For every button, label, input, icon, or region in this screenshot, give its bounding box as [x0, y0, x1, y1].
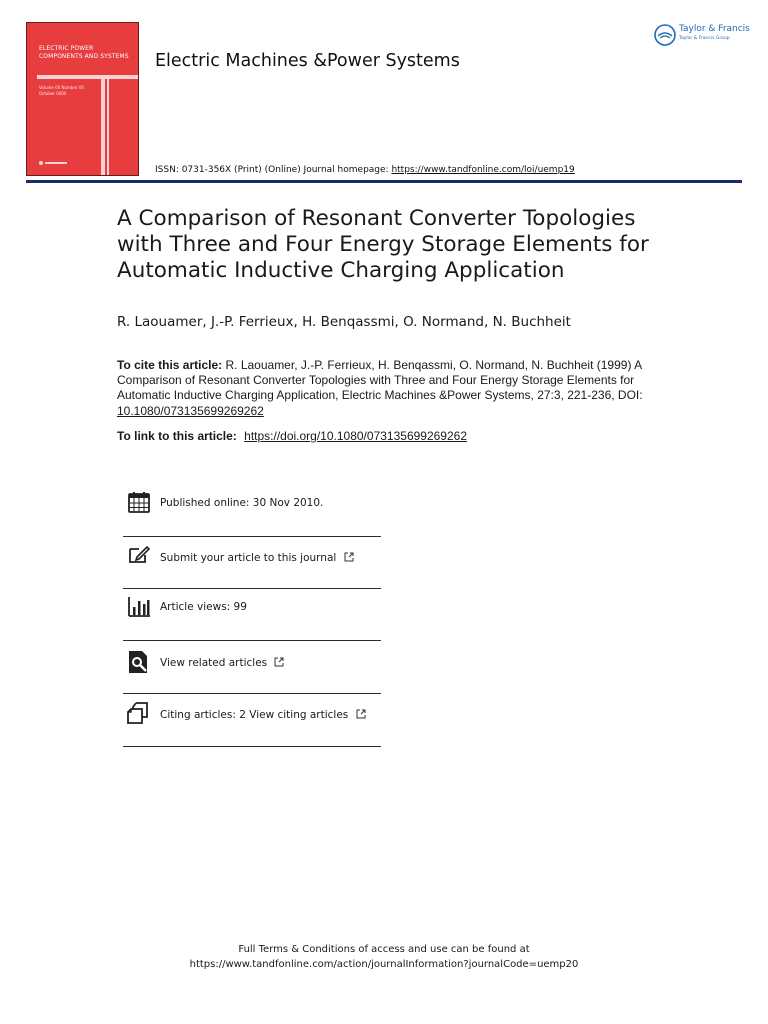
header-divider: [26, 180, 742, 183]
citing-articles-label: Citing articles: 2 View citing articles: [160, 709, 349, 721]
info-divider: [123, 640, 381, 641]
article-authors: R. Laouamer, J.-P. Ferrieux, H. Benqassmi, O. Normand, N. Buchheit: [117, 314, 571, 330]
submit-article-text: [160, 552, 354, 564]
info-divider: [123, 693, 381, 694]
submit-article-label: Submit your article to this journal: [160, 552, 337, 564]
info-divider: [123, 746, 381, 747]
article-title: A Comparison of Resonant Converter Topologies with Three and Four Energy Storage Elements for Automatic Inductive Charging Application: [117, 206, 649, 283]
issn-text: ISSN: 0731-356X (Print) (Online) Journal homepage:: [155, 165, 389, 175]
cover-issue-meta: Volume 00 Number 00 October 0000: [39, 85, 84, 96]
article-views-text: Article views: 99: [160, 601, 247, 613]
info-divider: [123, 536, 381, 537]
citation-block: [117, 358, 657, 419]
external-link-icon: [356, 709, 366, 719]
publisher-group: Taylor & Francis Group: [679, 36, 730, 41]
citing-articles-text: [160, 709, 366, 721]
cover-publisher-logo: [39, 161, 67, 165]
citation-doi-link[interactable]: 10.1080/073135699269262: [117, 403, 264, 418]
publisher-name: Taylor & Francis: [679, 24, 750, 34]
journal-name: Electric Machines &Power Systems: [155, 51, 460, 71]
external-link-icon: [344, 552, 354, 562]
article-views-row: [123, 592, 381, 644]
bar-chart-icon: [127, 595, 151, 619]
external-link-icon: [274, 657, 284, 667]
issn-line: [155, 165, 575, 175]
related-articles-text: [160, 657, 284, 669]
info-divider: [123, 588, 381, 589]
cover-stripe: [37, 75, 138, 79]
citing-articles-row[interactable]: [123, 697, 381, 749]
footer-terms: [84, 942, 684, 972]
footer-terms-link[interactable]: https://www.tandfonline.com/action/journalInformation?journalCode=uemp20: [189, 959, 579, 970]
related-articles-label: View related articles: [160, 657, 268, 669]
link-label: To link to this article:: [117, 429, 237, 443]
citation-label: To cite this article:: [117, 358, 223, 372]
calendar-icon: [127, 490, 151, 514]
publisher-logo[interactable]: [654, 22, 750, 48]
taylor-francis-icon: [654, 24, 676, 46]
article-doi-link[interactable]: https://doi.org/10.1080/073135699269262: [244, 429, 468, 443]
copy-pages-icon: [127, 701, 151, 725]
edit-icon: [127, 542, 151, 566]
published-online-row: [123, 488, 381, 540]
published-online-text: Published online: 30 Nov 2010.: [160, 497, 324, 509]
related-articles-row[interactable]: [123, 644, 381, 696]
submit-article-row[interactable]: [123, 540, 381, 592]
cover-title: ELECTRIC POWER COMPONENTS AND SYSTEMS: [39, 45, 129, 60]
article-link-line: [117, 429, 677, 443]
journal-cover-image: [26, 22, 139, 176]
citation-text: R. Laouamer, J.-P. Ferrieux, H. Benqassmi, O. Normand, N. Buchheit (1999) A Comparison of Resonant Converter Topologies with Three and Four Energy Storage Elements for Automatic Inductive Charging Application, Electric Machines &Power Systems, 27:3, 221-236, DOI:: [117, 358, 643, 403]
cover-stripe: [107, 75, 109, 175]
cover-stripe: [101, 75, 105, 175]
journal-homepage-link[interactable]: https://www.tandfonline.com/loi/uemp19: [391, 165, 575, 175]
search-document-icon: [127, 650, 151, 674]
footer-terms-text: Full Terms & Conditions of access and use can be found at: [238, 944, 530, 955]
